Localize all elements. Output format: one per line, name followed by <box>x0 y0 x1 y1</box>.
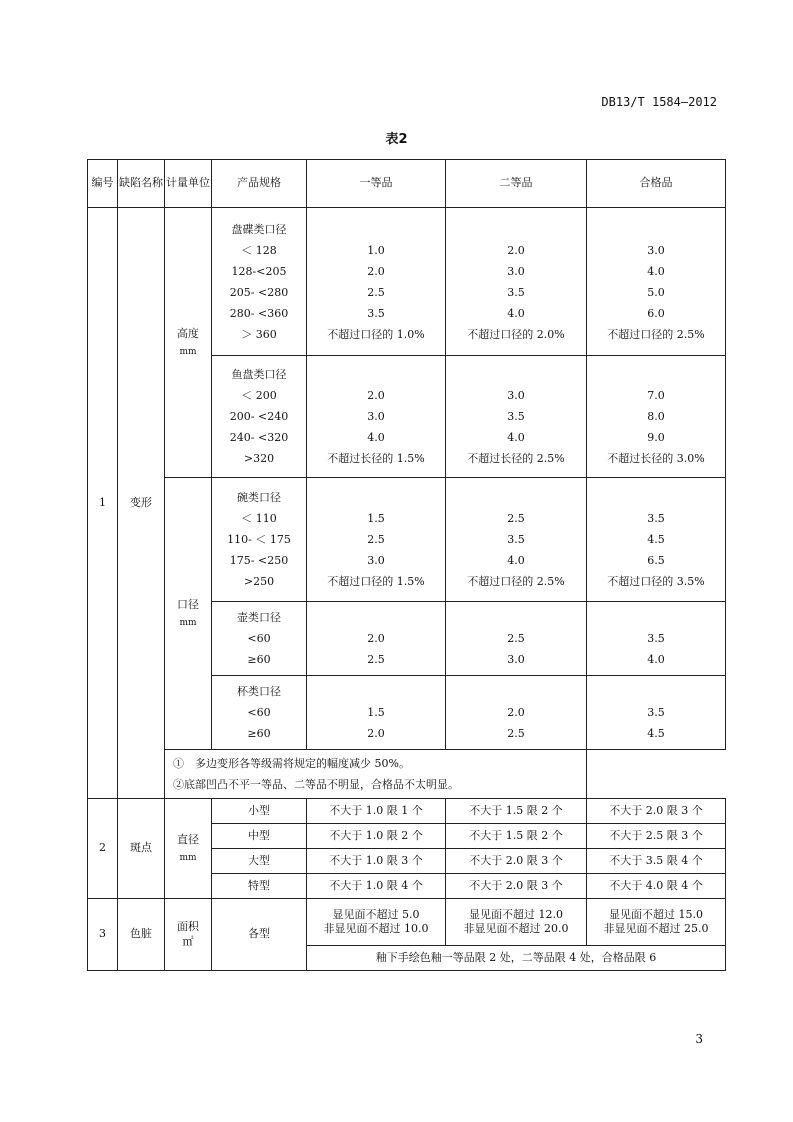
value: 6.5 <box>647 554 665 567</box>
plates-first <box>307 208 446 356</box>
spot-second: 不大于 1.5 限 2 个 <box>446 799 587 824</box>
value: 不超过长径的 1.5% <box>327 452 425 465</box>
col-header-defect: 缺陷名称 <box>118 160 165 208</box>
spot-second: 不大于 2.0 限 3 个 <box>446 874 587 899</box>
spot-spec: 小型 <box>212 799 307 824</box>
spot-second: 不大于 1.5 限 2 个 <box>446 824 587 849</box>
value: 3.0 <box>507 653 525 666</box>
value: 4.0 <box>647 653 665 666</box>
value: 4.0 <box>507 554 525 567</box>
cups-qualified <box>587 676 726 750</box>
spec-line: 280- <360 <box>229 306 289 320</box>
row1-unit-diam <box>165 478 212 750</box>
row2-defect: 斑点 <box>118 799 165 899</box>
value: 2.0 <box>367 389 385 402</box>
row3-defect: 色脏 <box>118 899 165 971</box>
value: 1.5 <box>367 706 385 719</box>
deformation-notes <box>165 750 587 799</box>
value: 2.5 <box>367 653 385 666</box>
stain-note: 釉下手绘色釉一等品限 2 处，二等品限 4 处，合格品限 6 <box>307 946 726 971</box>
cups-first <box>307 676 446 750</box>
plates-second <box>446 208 587 356</box>
cups-second <box>446 676 587 750</box>
unit-diam-label: 口径 <box>177 597 199 611</box>
spec-line: >320 <box>243 452 275 465</box>
value: 2.0 <box>367 632 385 645</box>
spec-line: <60 <box>247 632 271 645</box>
spec-line: 240- <320 <box>229 431 289 444</box>
stain-second <box>446 899 587 946</box>
row2-no: 2 <box>88 799 118 899</box>
spot-spec: 大型 <box>212 849 307 874</box>
spot-second: 不大于 2.0 限 3 个 <box>446 849 587 874</box>
value: 3.5 <box>647 632 665 645</box>
spot-qualified: 不大于 2.5 限 3 个 <box>587 824 726 849</box>
value: 3.0 <box>367 554 385 567</box>
col-header-first: 一等品 <box>307 160 446 208</box>
value: 2.5 <box>367 285 385 299</box>
spot-qualified: 不大于 2.0 限 3 个 <box>587 799 726 824</box>
value: 4.0 <box>367 431 385 444</box>
row3-spec: 各型 <box>212 899 307 971</box>
note-line: ① 多边变形各等级需将规定的幅度减少 50%。 <box>173 757 410 770</box>
row1-unit-height <box>165 208 212 478</box>
value: 非显见面不超过 20.0 <box>463 922 569 935</box>
unit-label: 直径 <box>177 832 199 846</box>
value: 2.0 <box>507 706 525 719</box>
value: 3.5 <box>647 706 665 719</box>
value: 3.0 <box>507 264 525 278</box>
bowls-first <box>307 478 446 602</box>
row1-defect: 变形 <box>118 208 165 799</box>
stain-qualified <box>587 899 726 946</box>
unit-label: 面积 <box>177 920 199 934</box>
note-line: ②底部凹凸不平一等品、二等品不明显，合格品不太明显。 <box>173 778 459 791</box>
spec-line: 205- <280 <box>229 285 289 299</box>
value: 2.0 <box>367 727 385 740</box>
value: 非显见面不超过 10.0 <box>323 922 429 935</box>
value: 1.0 <box>367 243 385 257</box>
table-row <box>88 478 726 602</box>
value: 1.5 <box>367 512 385 525</box>
value: 不超过口径的 1.0% <box>327 327 425 341</box>
unit-height-label: 高度 <box>177 326 199 340</box>
spec-line: >250 <box>243 575 275 588</box>
plates-spec <box>212 208 307 356</box>
fish-spec <box>212 356 307 478</box>
table-row <box>88 750 726 799</box>
value: 不超过长径的 2.5% <box>467 452 565 465</box>
bowls-second <box>446 478 587 602</box>
col-header-qualified: 合格品 <box>587 160 726 208</box>
pots-spec <box>212 602 307 676</box>
value: 2.5 <box>367 533 385 546</box>
pots-second <box>446 602 587 676</box>
col-header-spec: 产品规格 <box>212 160 307 208</box>
table-row <box>88 799 726 824</box>
bowls-qualified <box>587 478 726 602</box>
value: 4.5 <box>647 533 665 546</box>
value: 3.0 <box>367 410 385 423</box>
table-row <box>88 899 726 946</box>
spec-line: 128-<205 <box>231 264 287 278</box>
value: 显见面不超过 5.0 <box>332 907 420 921</box>
spec-line: <60 <box>247 706 271 719</box>
spec-line: 鱼盘类口径 <box>231 368 287 381</box>
spec-line: 175- <250 <box>229 554 289 567</box>
spec-line: ＜ 110 <box>241 512 277 525</box>
spec-line: ＜ 200 <box>241 389 277 402</box>
value: 3.5 <box>507 285 525 299</box>
spec-line: 杯类口径 <box>237 685 281 698</box>
value: 3.5 <box>367 306 385 320</box>
value: 2.5 <box>507 727 525 740</box>
pots-first <box>307 602 446 676</box>
value: 非显见面不超过 25.0 <box>603 922 709 935</box>
spot-first: 不大于 1.0 限 2 个 <box>307 824 446 849</box>
value: 4.0 <box>507 431 525 444</box>
spot-first: 不大于 1.0 限 3 个 <box>307 849 446 874</box>
value: 3.0 <box>507 389 525 402</box>
spec-line: ≥60 <box>247 653 271 666</box>
unit-diam-sub: mm <box>179 617 197 628</box>
spot-spec: 中型 <box>212 824 307 849</box>
spot-first: 不大于 1.0 限 1 个 <box>307 799 446 824</box>
spot-qualified: 不大于 3.5 限 4 个 <box>587 849 726 874</box>
spec-line: ≥60 <box>247 727 271 740</box>
document-number: DB13/T 1584—2012 <box>601 95 717 109</box>
value: 不超过口径的 2.5% <box>607 327 705 341</box>
value: 7.0 <box>647 389 665 402</box>
col-header-second: 二等品 <box>446 160 587 208</box>
spec-line: 200- <240 <box>229 410 289 423</box>
unit-sub: ㎡ <box>182 934 194 948</box>
value: 不超过口径的 3.5% <box>607 575 705 588</box>
value: 2.5 <box>507 512 525 525</box>
unit-sub: mm <box>179 852 197 863</box>
spec-line: 盘碟类口径 <box>231 222 287 236</box>
spot-first: 不大于 1.0 限 4 个 <box>307 874 446 899</box>
value: 2.0 <box>367 264 385 278</box>
plates-qualified <box>587 208 726 356</box>
value: 3.0 <box>647 243 665 257</box>
spot-qualified: 不大于 4.0 限 4 个 <box>587 874 726 899</box>
value: 4.5 <box>647 727 665 740</box>
value: 不超过长径的 3.0% <box>607 452 705 465</box>
col-header-unit: 计量单位 <box>165 160 212 208</box>
spec-line: 壶类口径 <box>237 611 281 624</box>
fish-first <box>307 356 446 478</box>
value: 4.0 <box>507 306 525 320</box>
value: 3.5 <box>507 410 525 423</box>
table-title: 表2 <box>385 132 408 147</box>
col-header-no: 编号 <box>88 160 118 208</box>
spec-line: 110- ＜ 175 <box>227 533 291 546</box>
row1-no: 1 <box>88 208 118 799</box>
value: 不超过口径的 1.5% <box>327 575 425 588</box>
bowls-spec <box>212 478 307 602</box>
value: 8.0 <box>647 410 665 423</box>
value: 不超过口径的 2.0% <box>467 327 565 341</box>
fish-qualified <box>587 356 726 478</box>
value: 显见面不超过 12.0 <box>469 907 563 921</box>
unit-height-sub: mm <box>179 346 197 357</box>
row3-unit <box>165 899 212 971</box>
value: 5.0 <box>647 285 665 299</box>
cups-spec <box>212 676 307 750</box>
value: 3.5 <box>507 533 525 546</box>
page-number: 3 <box>695 1032 703 1046</box>
value: 显见面不超过 15.0 <box>609 907 703 921</box>
value: 4.0 <box>647 264 665 278</box>
spec-line: 碗类口径 <box>237 491 281 504</box>
row3-no: 3 <box>88 899 118 971</box>
spec-line: ＜ 128 <box>241 243 277 257</box>
pots-qualified <box>587 602 726 676</box>
spec-line: ＞ 360 <box>241 327 277 341</box>
row2-unit <box>165 799 212 899</box>
table-row <box>88 208 726 356</box>
header-row <box>88 160 726 208</box>
fish-second <box>446 356 587 478</box>
value: 不超过口径的 2.5% <box>467 575 565 588</box>
value: 9.0 <box>647 431 665 444</box>
value: 6.0 <box>647 306 665 320</box>
value: 2.5 <box>507 632 525 645</box>
stain-first <box>307 899 446 946</box>
spot-spec: 特型 <box>212 874 307 899</box>
value: 3.5 <box>647 512 665 525</box>
defect-grading-table <box>87 159 726 971</box>
value: 2.0 <box>507 243 525 257</box>
